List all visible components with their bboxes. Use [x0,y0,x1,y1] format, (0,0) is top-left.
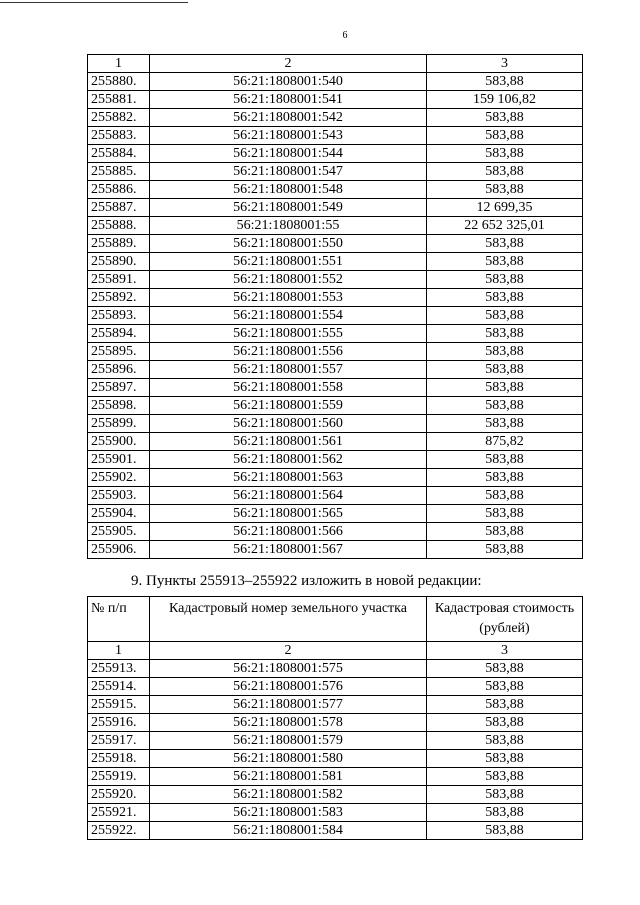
cadastral-value: 583,88 [427,523,583,541]
row-number: 255920. [88,786,150,804]
column-number-row [88,55,583,73]
cadastral-value: 583,88 [427,127,583,145]
cadastral-value: 583,88 [427,660,583,678]
row-number: 255899. [88,415,150,433]
cadastral-value: 583,88 [427,415,583,433]
cadastral-number: 56:21:1808001:566 [150,523,427,541]
table-row [88,73,583,91]
row-number: 255922. [88,822,150,840]
cadastral-number: 56:21:1808001:548 [150,181,427,199]
table-row [88,109,583,127]
cadastral-number: 56:21:1808001:555 [150,325,427,343]
row-number: 255915. [88,696,150,714]
column-number: 2 [150,642,427,660]
column-number: 3 [427,55,583,73]
cadastral-value: 22 652 325,01 [427,217,583,235]
cadastral-number: 56:21:1808001:562 [150,451,427,469]
row-number: 255902. [88,469,150,487]
table-row [88,343,583,361]
cadastral-number: 56:21:1808001:563 [150,469,427,487]
cadastral-number: 56:21:1808001:577 [150,696,427,714]
header-row [88,597,583,642]
cadastral-value: 583,88 [427,307,583,325]
column-number: 3 [427,642,583,660]
cadastral-number: 56:21:1808001:581 [150,768,427,786]
cadastral-value: 583,88 [427,397,583,415]
row-number: 255897. [88,379,150,397]
table-row [88,235,583,253]
row-number: 255891. [88,271,150,289]
table-row [88,289,583,307]
cadastral-value: 583,88 [427,732,583,750]
table-row [88,163,583,181]
cadastral-value: 875,82 [427,433,583,451]
row-number: 255884. [88,145,150,163]
cadastral-number: 56:21:1808001:579 [150,732,427,750]
column-number: 1 [88,55,150,73]
column-number-row [88,642,583,660]
table-row [88,145,583,163]
cadastral-value: 583,88 [427,379,583,397]
cadastral-value: 583,88 [427,714,583,732]
table-row [88,660,583,678]
cadastral-value: 583,88 [427,696,583,714]
row-number: 255918. [88,750,150,768]
cadastral-value: 583,88 [427,181,583,199]
cadastral-number: 56:21:1808001:582 [150,786,427,804]
row-number: 255893. [88,307,150,325]
cadastral-number: 56:21:1808001:584 [150,822,427,840]
cadastral-value: 583,88 [427,822,583,840]
table-row [88,822,583,840]
cadastral-number: 56:21:1808001:550 [150,235,427,253]
row-number: 255906. [88,541,150,559]
row-number: 255890. [88,253,150,271]
table-row [88,804,583,822]
row-number: 255913. [88,660,150,678]
cadastral-number: 56:21:1808001:544 [150,145,427,163]
section-title: 9. Пункты 255913–255922 изложить в новой редакции: [131,573,482,589]
row-number: 255900. [88,433,150,451]
table-row [88,696,583,714]
cadastral-value: 583,88 [427,451,583,469]
table-row [88,397,583,415]
cadastral-number: 56:21:1808001:542 [150,109,427,127]
cadastral-value: 583,88 [427,750,583,768]
table-row [88,487,583,505]
table-row [88,181,583,199]
cadastral-number: 56:21:1808001:580 [150,750,427,768]
cadastral-value: 583,88 [427,343,583,361]
row-number: 255892. [88,289,150,307]
cadastral-value: 159 106,82 [427,91,583,109]
cadastral-number: 56:21:1808001:543 [150,127,427,145]
cadastral-value: 583,88 [427,235,583,253]
row-number: 255901. [88,451,150,469]
column-number: 2 [150,55,427,73]
table-row [88,541,583,559]
row-number: 255894. [88,325,150,343]
header-row-number: № п/п [88,597,150,642]
cadastral-number: 56:21:1808001:567 [150,541,427,559]
header-cadastral-number: Кадастровый номер земельного участка [150,597,427,642]
cadastral-number: 56:21:1808001:575 [150,660,427,678]
cadastral-number: 56:21:1808001:557 [150,361,427,379]
cadastral-value: 583,88 [427,541,583,559]
cadastral-value: 583,88 [427,361,583,379]
cadastral-number: 56:21:1808001:561 [150,433,427,451]
table-row [88,217,583,235]
table-row [88,307,583,325]
header-cadastral-value: Кадастровая стоимость (рублей) [427,597,583,642]
cadastral-number: 56:21:1808001:583 [150,804,427,822]
table-row [88,199,583,217]
cadastral-value: 583,88 [427,505,583,523]
row-number: 255896. [88,361,150,379]
cadastral-value: 583,88 [427,271,583,289]
row-number: 255921. [88,804,150,822]
table-row [88,325,583,343]
row-number: 255885. [88,163,150,181]
page-number: 6 [342,30,348,41]
cadastral-value: 583,88 [427,73,583,91]
cadastral-value: 583,88 [427,163,583,181]
cadastral-number: 56:21:1808001:559 [150,397,427,415]
cadastral-number: 56:21:1808001:553 [150,289,427,307]
row-number: 255919. [88,768,150,786]
table-row [88,379,583,397]
row-number: 255886. [88,181,150,199]
cadastral-value: 12 699,35 [427,199,583,217]
column-number: 1 [88,642,150,660]
cadastral-number: 56:21:1808001:560 [150,415,427,433]
cadastral-value: 583,88 [427,804,583,822]
table-row [88,361,583,379]
cadastral-value: 583,88 [427,325,583,343]
table-row [88,732,583,750]
row-number: 255914. [88,678,150,696]
row-number: 255882. [88,109,150,127]
cadastral-value: 583,88 [427,469,583,487]
cadastral-value: 583,88 [427,253,583,271]
cadastral-number: 56:21:1808001:551 [150,253,427,271]
cadastral-number: 56:21:1808001:541 [150,91,427,109]
row-number: 255895. [88,343,150,361]
cadastral-number: 56:21:1808001:565 [150,505,427,523]
cadastral-number: 56:21:1808001:578 [150,714,427,732]
row-number: 255889. [88,235,150,253]
table-row [88,91,583,109]
cadastral-value: 583,88 [427,678,583,696]
row-number: 255888. [88,217,150,235]
cadastral-number: 56:21:1808001:552 [150,271,427,289]
cadastral-value: 583,88 [427,289,583,307]
row-number: 255883. [88,127,150,145]
cadastral-number: 56:21:1808001:540 [150,73,427,91]
table-row [88,678,583,696]
table-row [88,523,583,541]
table-row [88,768,583,786]
row-number: 255916. [88,714,150,732]
cadastral-number: 56:21:1808001:554 [150,307,427,325]
table-row [88,253,583,271]
cadastral-value: 583,88 [427,786,583,804]
cadastral-number: 56:21:1808001:556 [150,343,427,361]
table-row [88,505,583,523]
table-row [88,271,583,289]
cadastral-number: 56:21:1808001:564 [150,487,427,505]
table-row [88,415,583,433]
table-row [88,714,583,732]
row-number: 255904. [88,505,150,523]
cadastral-number: 56:21:1808001:55 [150,217,427,235]
table-row [88,433,583,451]
cadastral-number: 56:21:1808001:576 [150,678,427,696]
cadastral-value: 583,88 [427,487,583,505]
cadastral-table-1 [87,54,583,559]
row-number: 255905. [88,523,150,541]
cadastral-number: 56:21:1808001:558 [150,379,427,397]
row-number: 255898. [88,397,150,415]
cadastral-number: 56:21:1808001:549 [150,199,427,217]
row-number: 255903. [88,487,150,505]
row-number: 255881. [88,91,150,109]
cadastral-table-2 [87,596,583,840]
top-rule [0,2,188,3]
cadastral-value: 583,88 [427,768,583,786]
row-number: 255887. [88,199,150,217]
cadastral-number: 56:21:1808001:547 [150,163,427,181]
cadastral-value: 583,88 [427,145,583,163]
table-row [88,451,583,469]
row-number: 255880. [88,73,150,91]
table-row [88,127,583,145]
cadastral-value: 583,88 [427,109,583,127]
table-row [88,786,583,804]
row-number: 255917. [88,732,150,750]
table-row [88,750,583,768]
table-row [88,469,583,487]
